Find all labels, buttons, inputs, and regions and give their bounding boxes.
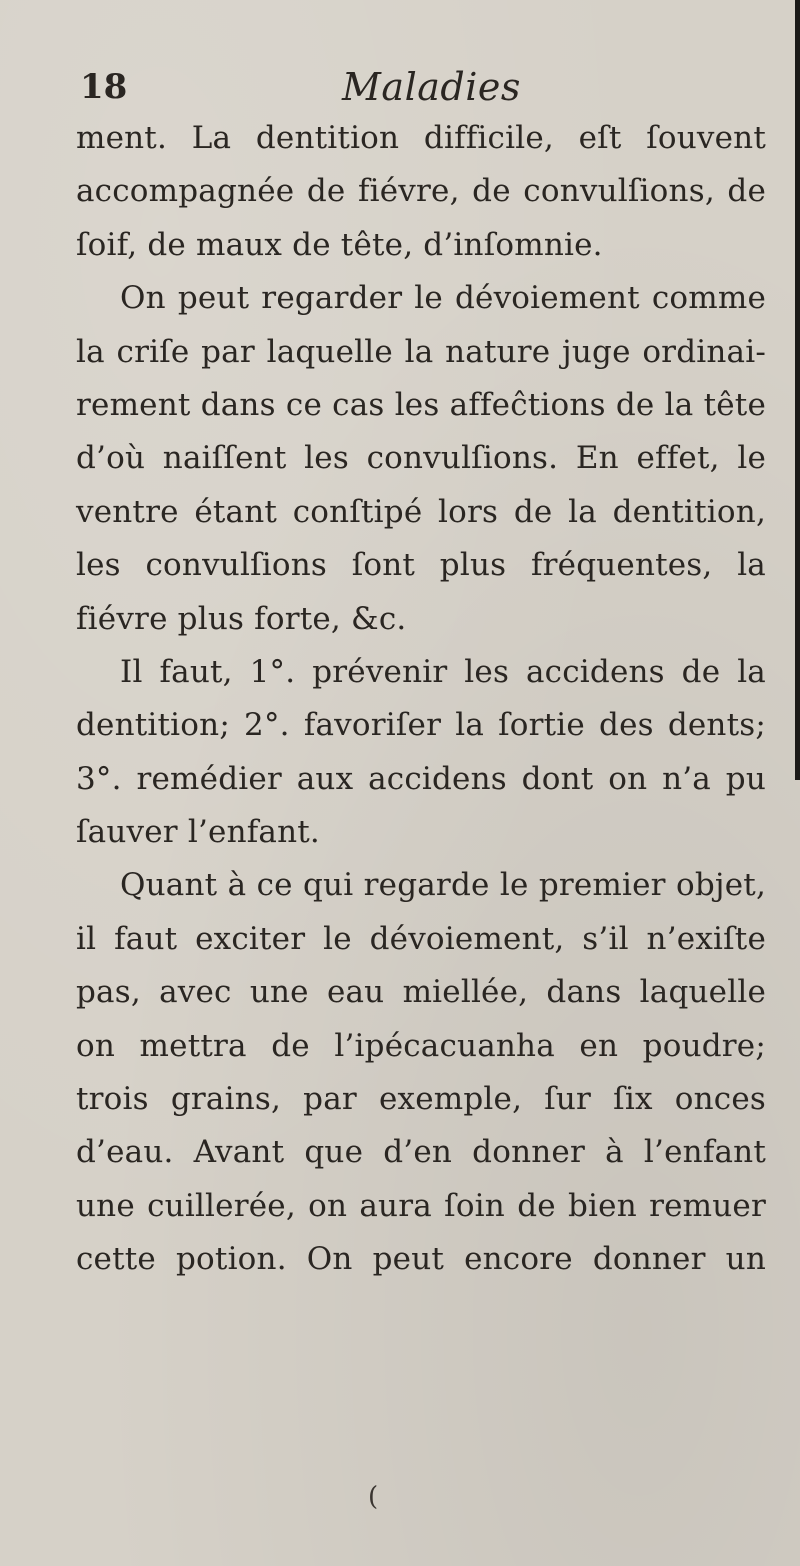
text-line: cette potion. On peut encore donner un <box>76 1241 766 1278</box>
text-line: ſauver l’enfant. <box>76 814 320 851</box>
text-line: ſoif, de maux de tête, d’inſomnie. <box>76 226 603 263</box>
running-head: Maladies <box>342 65 521 109</box>
text-line: rement dans ce cas les affeĉtions de la tête <box>76 386 766 423</box>
page-edge-shadow <box>795 0 800 780</box>
text-line: la criſe par laquelle la nature juge ordinai- <box>76 333 766 370</box>
text-line: trois grains, par exemple, ſur ſix onces <box>76 1081 766 1118</box>
text-line: les convulſions ſont plus fréquentes, la <box>76 547 766 584</box>
text-line: accompagnée de fiévre, de convulſions, de <box>76 173 766 210</box>
text-line: fiévre plus forte, &c. <box>76 600 407 637</box>
text-line: on mettra de l’ipécacuanha en poudre; <box>76 1027 766 1064</box>
text-line: Quant à ce qui regarde le premier objet, <box>120 867 766 904</box>
text-line: d’eau. Avant que d’en donner à l’enfant <box>76 1134 766 1171</box>
page-header <box>80 62 760 112</box>
body-text <box>76 112 766 1287</box>
text-line: Il faut, 1°. prévenir les accidens de la <box>120 653 766 690</box>
text-line: une cuillerée, on aura ſoin de bien remuer <box>76 1187 766 1224</box>
ink-mark: ( <box>368 1482 379 1512</box>
text-line: 3°. remédier aux accidens dont on n’a pu <box>76 760 766 797</box>
text-line: d’où naiſſent les convulſions. En effet, le <box>76 440 766 477</box>
text-line: dentition; 2°. favoriſer la ſortie des dents; <box>76 707 766 744</box>
page-number: 18 <box>80 67 128 107</box>
text-line: On peut regarder le dévoiement comme <box>120 280 766 317</box>
text-line: il faut exciter le dévoiement, s’il n’exiſte <box>76 920 766 957</box>
text-line: ventre étant conſtipé lors de la dentition, <box>76 493 766 530</box>
text-line: ment. La dentition difficile, eſt ſouvent <box>76 120 766 156</box>
text-line: pas, avec une eau miellée, dans laquelle <box>76 974 766 1011</box>
